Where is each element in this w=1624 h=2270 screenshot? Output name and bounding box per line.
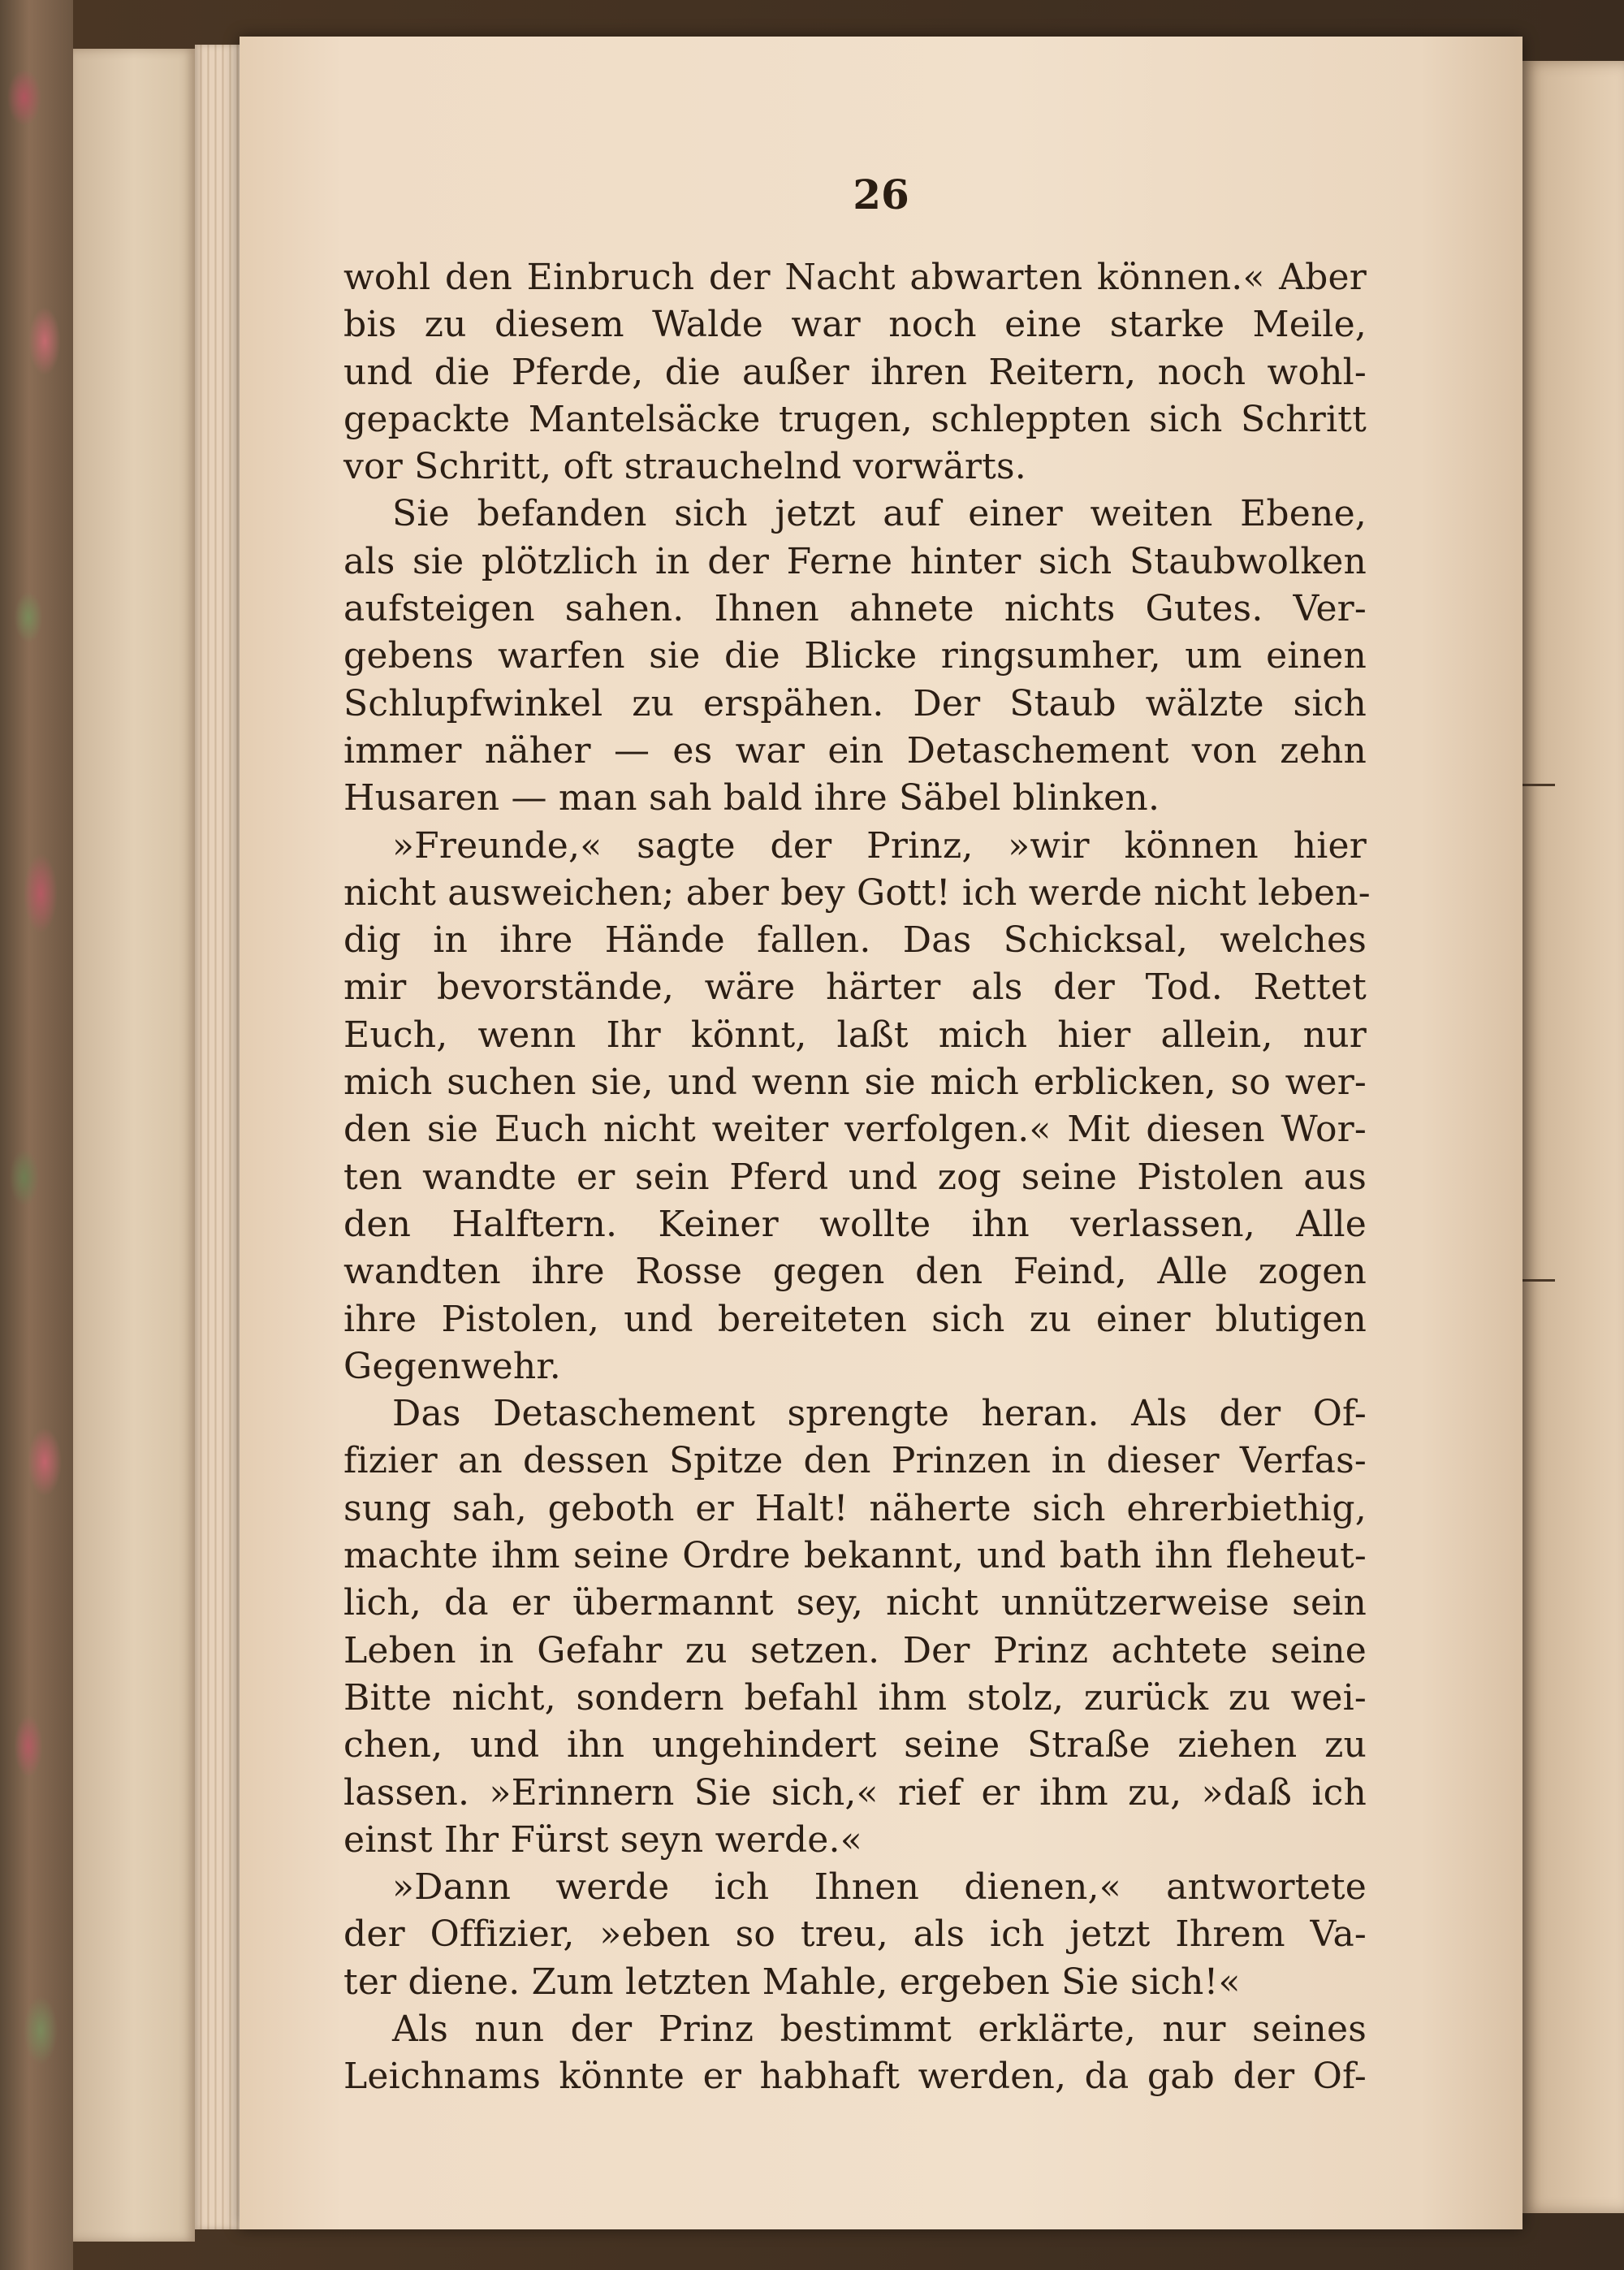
page-mark — [1522, 784, 1555, 786]
text-line: aufsteigen sahen. Ihnen ahnete nichts Gutes. Ver- — [343, 588, 1367, 630]
text-line: gepackte Mantelsäcke trugen, schleppten sich Schritt — [343, 398, 1367, 440]
page-number: 26 — [853, 171, 909, 218]
text-line: den sie Euch nicht weiter verfolgen.« Mit diesen Wor- — [343, 1109, 1367, 1151]
text-line: Gegenwehr. — [343, 1345, 561, 1387]
text-line: lich, da er übermannt sey, nicht unnützerweise sein — [343, 1582, 1367, 1624]
text-line: ihre Pistolen, und bereiteten sich zu einer blutigen — [343, 1298, 1367, 1340]
text-line: lassen. »Erinnern Sie sich,« rief er ihm zu, »daß ich — [343, 1771, 1367, 1814]
text-line: »Dann werde ich Ihnen dienen,« antwortete — [392, 1866, 1367, 1909]
text-line: einst Ihr Fürst seyn werde.« — [343, 1818, 862, 1861]
text-line: Sie befanden sich jetzt auf einer weiten Ebene, — [392, 493, 1367, 535]
text-line: bis zu diesem Walde war noch eine starke Meile, — [343, 304, 1367, 346]
text-line: Das Detaschement sprengte heran. Als der Of- — [392, 1393, 1367, 1435]
text-line: Schlupfwinkel zu erspähen. Der Staub wälzte sich — [343, 682, 1367, 724]
text-line: chen, und ihn ungehindert seine Straße ziehen zu — [343, 1724, 1367, 1766]
text-line: machte ihm seine Ordre bekannt, und bath ihn fleheut- — [343, 1535, 1367, 1577]
text-line: fizier an dessen Spitze den Prinzen in dieser Verfas- — [343, 1440, 1367, 1482]
text-line: sung sah, geboth er Halt! näherte sich ehrerbiethig, — [343, 1487, 1367, 1529]
text-line: Husaren — man sah bald ihre Säbel blinken. — [343, 777, 1160, 819]
text-line: den Halftern. Keiner wollte ihn verlassen, Alle — [343, 1203, 1367, 1245]
text-line: als sie plötzlich in der Ferne hinter sich Staubwolken — [343, 540, 1367, 582]
text-line: der Offizier, »eben so treu, als ich jetzt Ihrem Va- — [343, 1913, 1367, 1956]
book-page — [240, 37, 1522, 2229]
text-line: nicht ausweichen; aber bey Gott! ich werde nicht leben- — [343, 871, 1371, 914]
text-line: mich suchen sie, und wenn sie mich erblicken, so wer- — [343, 1061, 1367, 1104]
facing-page-edge — [1522, 61, 1624, 2213]
page-mark — [1522, 1279, 1555, 1282]
text-line: ten wandte er sein Pferd und zog seine Pistolen aus — [343, 1156, 1367, 1198]
text-line: gebens warfen sie die Blicke ringsumher, um einen — [343, 635, 1367, 677]
text-line: mir bevorstände, wäre härter als der Tod. Rettet — [343, 966, 1367, 1009]
text-line: Leben in Gefahr zu setzen. Der Prinz achtete seine — [343, 1629, 1367, 1671]
text-line: vor Schritt, oft strauchelnd vorwärts. — [343, 446, 1026, 488]
text-line: dig in ihre Hände fallen. Das Schicksal, welches — [343, 919, 1367, 962]
endpaper — [73, 49, 195, 2242]
text-line: wohl den Einbruch der Nacht abwarten können.« Aber — [343, 257, 1367, 298]
text-line: Bitte nicht, sondern befahl ihm stolz, zurück zu wei- — [343, 1676, 1367, 1719]
text-line: und die Pferde, die außer ihren Reitern, noch wohl- — [343, 351, 1367, 393]
text-line: »Freunde,« sagte der Prinz, »wir können hier — [392, 824, 1367, 867]
page-edges — [195, 45, 244, 2229]
text-line: immer näher — es war ein Detaschement von zehn — [343, 729, 1367, 772]
text-line: Euch, wenn Ihr könnt, laßt mich hier allein, nur — [343, 1014, 1367, 1056]
text-line: Leichnams könnte er habhaft werden, da gab der Of- — [343, 2056, 1367, 2098]
text-line: ter diene. Zum letzten Mahle, ergeben Sie sich!« — [343, 1961, 1241, 2003]
text-line: wandten ihre Rosse gegen den Feind, Alle zogen — [343, 1251, 1367, 1293]
text-block — [343, 254, 1371, 2101]
text-line: Als nun der Prinz bestimmt erklärte, nur seines — [392, 2008, 1367, 2050]
marbled-cover — [0, 0, 73, 2270]
